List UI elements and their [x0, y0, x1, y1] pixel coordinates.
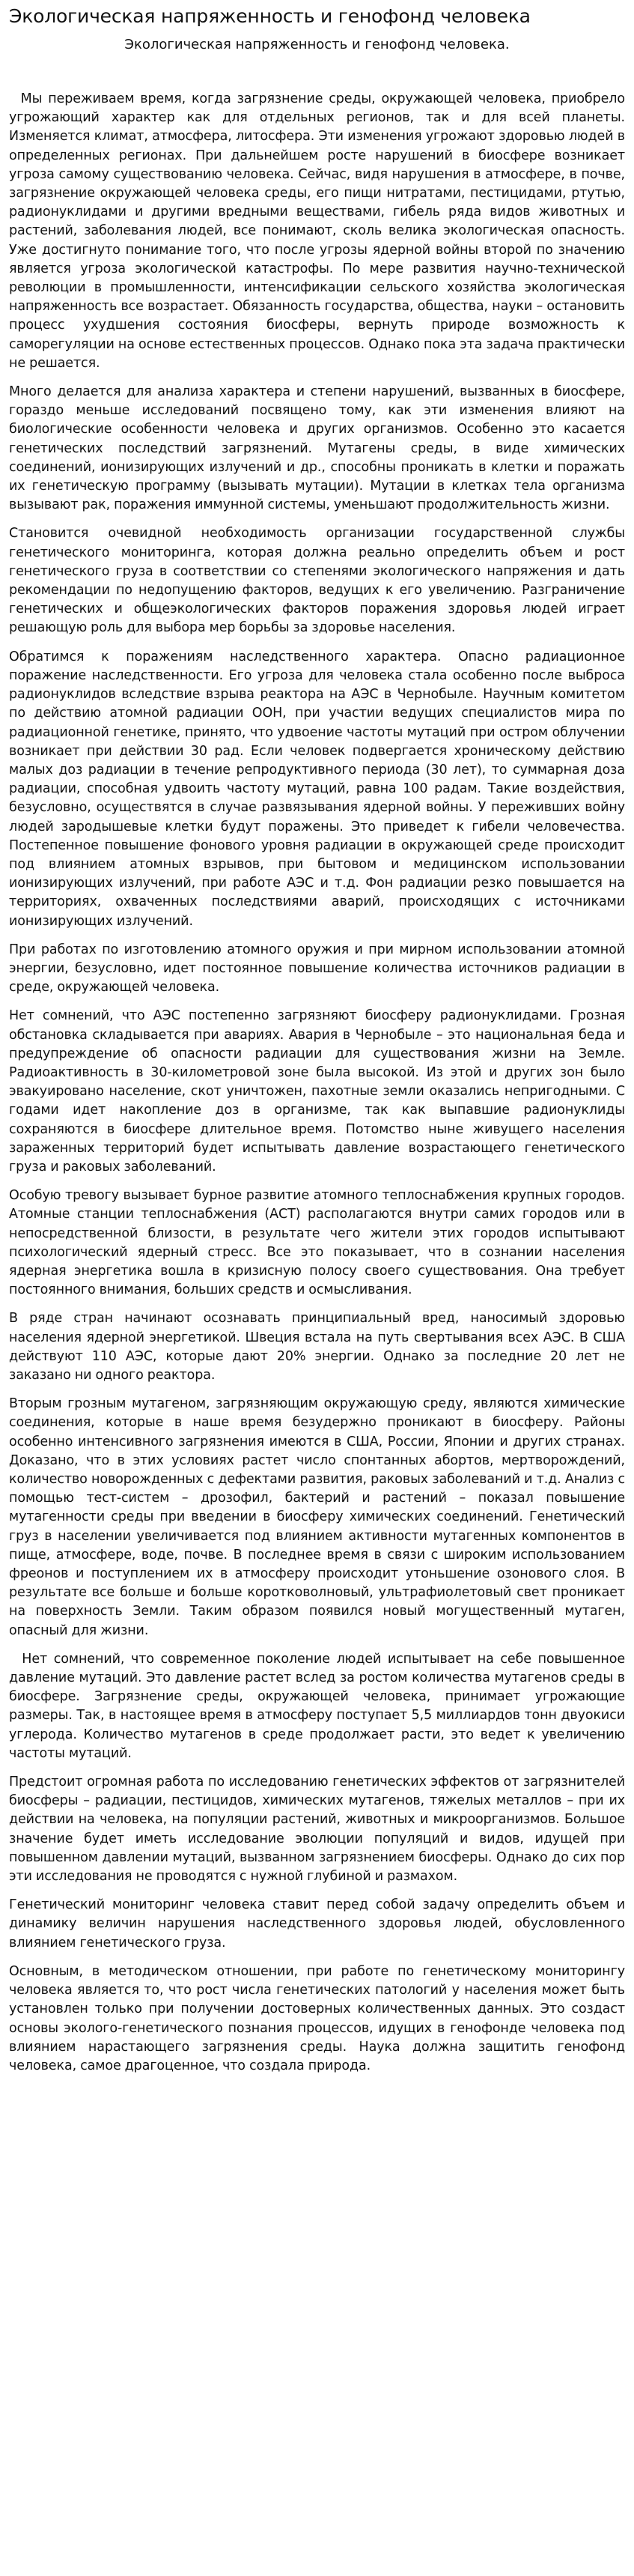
article-body [9, 90, 630, 2076]
paragraph-4: Обратимся к поражениям наследственного характера. Опасно радиационное поражение наследственности. Его угроза для человека стала особенно после выброса радионуклидов вследствие взрыва реактора на АЭС в Чернобыле. Научным комитетом по действию атомной радиации ООН, при участии ведущих специалистов мира по радиационной генетике, принято, что удвоение частоты мутаций при остром облучении возникает при действии 30 рад. Если человек подвергается хроническому действию малых доз радиации в течение репродуктивного периода (30 лет), то суммарная доза радиации, способная удвоить частоту мутаций, равна 100 радам. Такие воздействия, безусловно, осуществятся в случае развязывания ядерной войны. У переживших войну людей зародышевые клетки будут поражены. Это приведет к гибели человечества. Постепенное повышение фонового уровня радиации в окружающей среде происходит под влиянием атомных взрывов, при бытовом и медицинском использовании ионизирующих излучений, при работе АЭС и т.д. Фон радиации резко повышается на территориях, охваченных последствиями аварий, происходящих с источниками ионизирующих излучений. [9, 649, 625, 929]
paragraph-2: Много делается для анализа характера и степени нарушений, вызванных в биосфере, гораздо меньше исследований посвящено тому, как эти изменения влияют на биологические особенности человека и других организмов. Особенно это касается генетических последствий загрязнений. Мутагены среды, в виде химических соединений, ионизирующих излучений и др., способны проникать в клетки и поражать их генетическую программу (вызывать мутации). Мутации в клетках тела организма вызывают рак, поражения иммунной системы, уменьшают продолжительность жизни. [9, 384, 625, 513]
paragraph-5: При работах по изготовлению атомного оружия и при мирном использовании атомной энергии, безусловно, идет постоянное повышение количества источников радиации в среде, окружающей человека. [9, 942, 625, 995]
paragraph-6: Нет сомнений, что АЭС постепенно загрязняют биосферу радионуклидами. Грозная обстановка складывается при авариях. Авария в Чернобыле – это национальная беда и предупреждение об опасности радиации для существования жизни на Земле. Радиоактивность в 30-километровой зоне была высокой. Из этой и других зон было эвакуировано население, скот уничтожен, пахотные земли оказались непригодными. С годами идет накопление доз в организме, так как выпавшие радионуклиды сохраняются в биосфере длительное время. Потомство ныне живущего населения зараженных территорий будет испытывать давление возрастающего генетического груза и раковых заболеваний. [9, 1008, 625, 1175]
article-subtitle: Экологическая напряженность и генофонд человека. [124, 37, 510, 52]
paragraph-8: В ряде стран начинают осознавать принципиальный вред, наносимый здоровью населения ядерной энергетикой. Швеция встала на путь свертывания всех АЭС. В США действуют 110 АЭС, которые дают 20% энергии. Однако за последние 20 лет не заказано ни одного реактора. [9, 1311, 625, 1383]
paragraph-1: Мы переживаем время, когда загрязнение среды, окружающей человека, приобрело угрожающий характер как для отдельных регионов, так и для всей планеты. Изменяется климат, атмосфера, литосфера. Эти изменения угрожают здоровью людей в определенных регионах. При дальнейшем росте нарушений в биосфере возникает угроза самому существованию человека. Сейчас, видя нарушения в атмосфере, в почве, загрязнение окружающей человека среды, его пищи нитратами, пестицидами, ртутью, радионуклидами и другими вредными веществами, гибель ряда видов животных и растений, заболевания людей, все понимают, сколь велика экологическая опасность. Уже достигнуто понимание того, что после угрозы ядерной войны второй по значению является угроза экологической катастрофы. По мере развития научно-технической революции в промышленности, интенсификации сельского хозяйства экологическая напряженность все возрастает. Обязанность государства, общества, науки – остановить процесс ухудшения состояния биосферы, вернуть природе возможность к саморегуляции на основе естественных процессов. Однако пока эта задача практически не решается. [9, 91, 630, 371]
paragraph-9: Вторым грозным мутагеном, загрязняющим окружающую среду, являются химические соединения, которые в наше время безудержно проникают в биосферу. Районы особенно интенсивного загрязнения имеются в США, России, Японии и других странах. Доказано, что в этих условиях растет число спонтанных абортов, мертворождений, количество новорожденных с дефектами развития, раковых заболеваний и т.д. Анализ с помощью тест-систем – дрозофил, бактерий и растений – показал повышение мутагенности среды при введении в биосферу химических соединений. Генетический груз в населении увеличивается под влиянием активности мутагенных компонентов в пище, атмосфере, воде, почве. В последнее время в связи с широким использованием фреонов и поступлением их в атмосферу происходит утоньшение озонового слоя. В результате все больше и больше коротковолновый, ультрафиолетовый свет проникает на поверхность Земли. Таким образом появился новый могущественный мутаген, опасный для жизни. [9, 1396, 625, 1638]
paragraph-7: Особую тревогу вызывает бурное развитие атомного теплоснабжения крупных городов. Атомные станции теплоснабжения (АСТ) располагаются внутри самих городов или в непосредственной близости, в результате чего жители этих городов испытывают психологический ядерный стресс. Все это показывает, что в сознании населения ядерная энергетика вошла в кризисную полосу своего существования. Она требует постоянного внимания, больших средств и осмысливания. [9, 1188, 625, 1298]
paragraph-3: Становится очевидной необходимость организации государственной службы генетического мониторинга, которая должна реально определить объем и рост генетического груза в соответствии со степенями экологического напряжения и дать рекомендации по недопущению факторов, ведущих к его увеличению. Разграничение генетических и общеэкологических факторов поражения здоровья людей играет решающую роль для выбора мер борьбы за здоровье населения. [9, 526, 625, 636]
paragraph-12: Генетический мониторинг человека ставит перед собой задачу определить объем и динамику величин нарушения наследственного здоровья людей, обусловленного влиянием генетического груза. [9, 1897, 625, 1951]
paragraph-10: Нет сомнений, что современное поколение людей испытывает на себе повышенное давление мутаций. Это давление растет вслед за ростом количества мутагенов среды в биосфере. Загрязнение среды, окружающей человека, принимает угрожающие размеры. Так, в настоящее время в атмосферу поступает 5,5 миллиардов тонн двуокиси углерода. Количество мутагенов в среде продолжает расти, это ведет к увеличению частоты мутаций. [9, 1651, 630, 1761]
page-title: Экологическая напряженность и генофонд человека [9, 5, 531, 27]
page [0, 4, 634, 2076]
paragraph-11: Предстоит огромная работа по исследованию генетических эффектов от загрязнителей биосферы – радиации, пестицидов, химических мутагенов, тяжелых металлов – при их действии на человека, на популяции растений, животных и микроорганизмов. Большое значение будет иметь исследование эволюции популяций и видов, идущей при повышенном давлении мутаций, вызванном загрязнением биосферы. Однако до сих пор эти исследования не проводятся с нужной глубиной и размахом. [9, 1775, 625, 1885]
paragraph-13: Основным, в методическом отношении, при работе по генетическому мониторингу человека является то, что рост числа генетических патологий у населения может быть установлен только при получении достоверных количественных данных. Это создаст основы эколого-генетического познания процессов, идущих в генофонде человека под влиянием нарастающего загрязнения среды. Наука должна защитить генофонд человека, самое драгоценное, что создала природа. [9, 1963, 625, 2073]
